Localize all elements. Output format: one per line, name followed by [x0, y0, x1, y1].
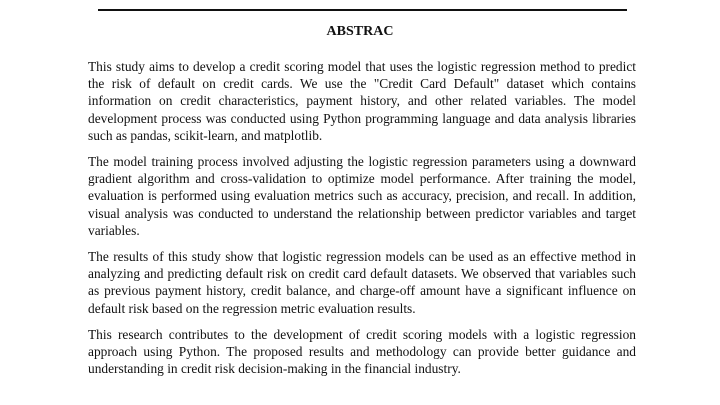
abstract-paragraph-3: The results of this study show that logistic regression models can be used as an effective method in analyzing and predicting default risk on credit card default datasets. We observed that variables such as previous payment history, credit balance, and charge-off amount have a significant influence on default risk based on the regression metric evaluation results. — [88, 249, 636, 316]
abstract-heading: ABSTRAC — [326, 24, 394, 39]
abstract-paragraph-2: The model training process involved adjusting the logistic regression parameters using a downward gradient algorithm and cross-validation to optimize model performance. After training the model, evaluation is performed using evaluation metrics such as accuracy, precision, and recall. In addition, visual analysis was conducted to understand the relationship between predictor variables and target variables. — [88, 154, 636, 238]
top-horizontal-rule — [98, 9, 627, 11]
abstract-paragraph-1: This study aims to develop a credit scoring model that uses the logistic regression method to predict the risk of default on credit cards. We use the "Credit Card Default" dataset which contains information on credit characteristics, payment history, and other related variables. The model development process was conducted using Python programming language and data analysis libraries such as pandas, scikit-learn, and matplotlib. — [88, 59, 636, 143]
abstract-paragraph-4: This research contributes to the development of credit scoring models with a logistic regression approach using Python. The proposed results and methodology can provide better guidance and understanding in credit risk decision-making in the financial industry. — [88, 326, 636, 377]
abstract-body — [88, 58, 636, 386]
